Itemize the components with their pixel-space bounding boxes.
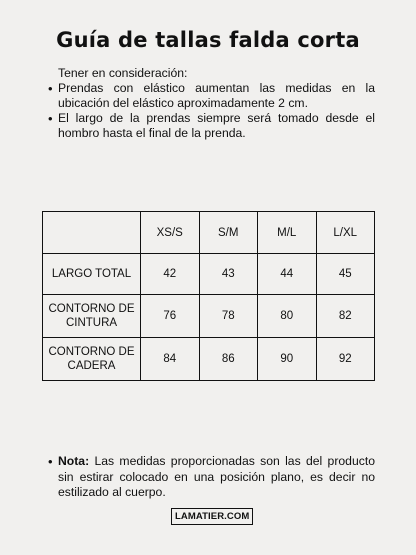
- considerations-list: [48, 81, 375, 141]
- table-cell: 84: [141, 338, 200, 381]
- considerations-item-elastic: • Prendas con elástico aumentan las medidas en la ubicación del elástico aproximadamente 2 cm.: [48, 81, 375, 111]
- size-header-m-l: M/L: [258, 212, 317, 254]
- table-row: [43, 295, 375, 338]
- size-header-s-m: S/M: [199, 212, 258, 254]
- considerations: [48, 66, 375, 141]
- size-table-header: [43, 212, 375, 254]
- table-row: [43, 338, 375, 381]
- page-title: Guía de tallas falda corta: [56, 28, 360, 52]
- row-label-contorno-cintura: CONTORNO DE CINTURA: [43, 295, 141, 338]
- note-label: Nota:: [58, 454, 90, 468]
- note: [48, 454, 375, 501]
- table-cell: 43: [199, 254, 258, 295]
- size-header-l-xl: L/XL: [316, 212, 375, 254]
- table-cell: 42: [141, 254, 200, 295]
- size-table: [42, 211, 375, 381]
- brand-logo: LAMATIER.COM: [171, 508, 253, 525]
- size-table-corner: [43, 212, 141, 254]
- table-cell: 86: [199, 338, 258, 381]
- table-cell: 82: [316, 295, 375, 338]
- table-cell: 92: [316, 338, 375, 381]
- note-paragraph: [48, 454, 375, 501]
- row-label-largo-total: LARGO TOTAL: [43, 254, 141, 295]
- table-cell: 44: [258, 254, 317, 295]
- table-cell: 80: [258, 295, 317, 338]
- considerations-item-length: • El largo de la prendas siempre será tomado desde el hombro hasta el final de la prenda.: [48, 111, 375, 141]
- table-cell: 45: [316, 254, 375, 295]
- note-text: Las medidas proporcionadas son las del producto sin estirar colocado en una posición plano, es decir no estilizado al cuerpo.: [58, 454, 375, 499]
- table-cell: 78: [199, 295, 258, 338]
- size-header-xs-s: XS/S: [141, 212, 200, 254]
- row-label-contorno-cadera: CONTORNO DE CADERA: [43, 338, 141, 381]
- table-row: [43, 254, 375, 295]
- table-cell: 90: [258, 338, 317, 381]
- table-cell: 76: [141, 295, 200, 338]
- considerations-lead: Tener en consideración:: [58, 66, 188, 80]
